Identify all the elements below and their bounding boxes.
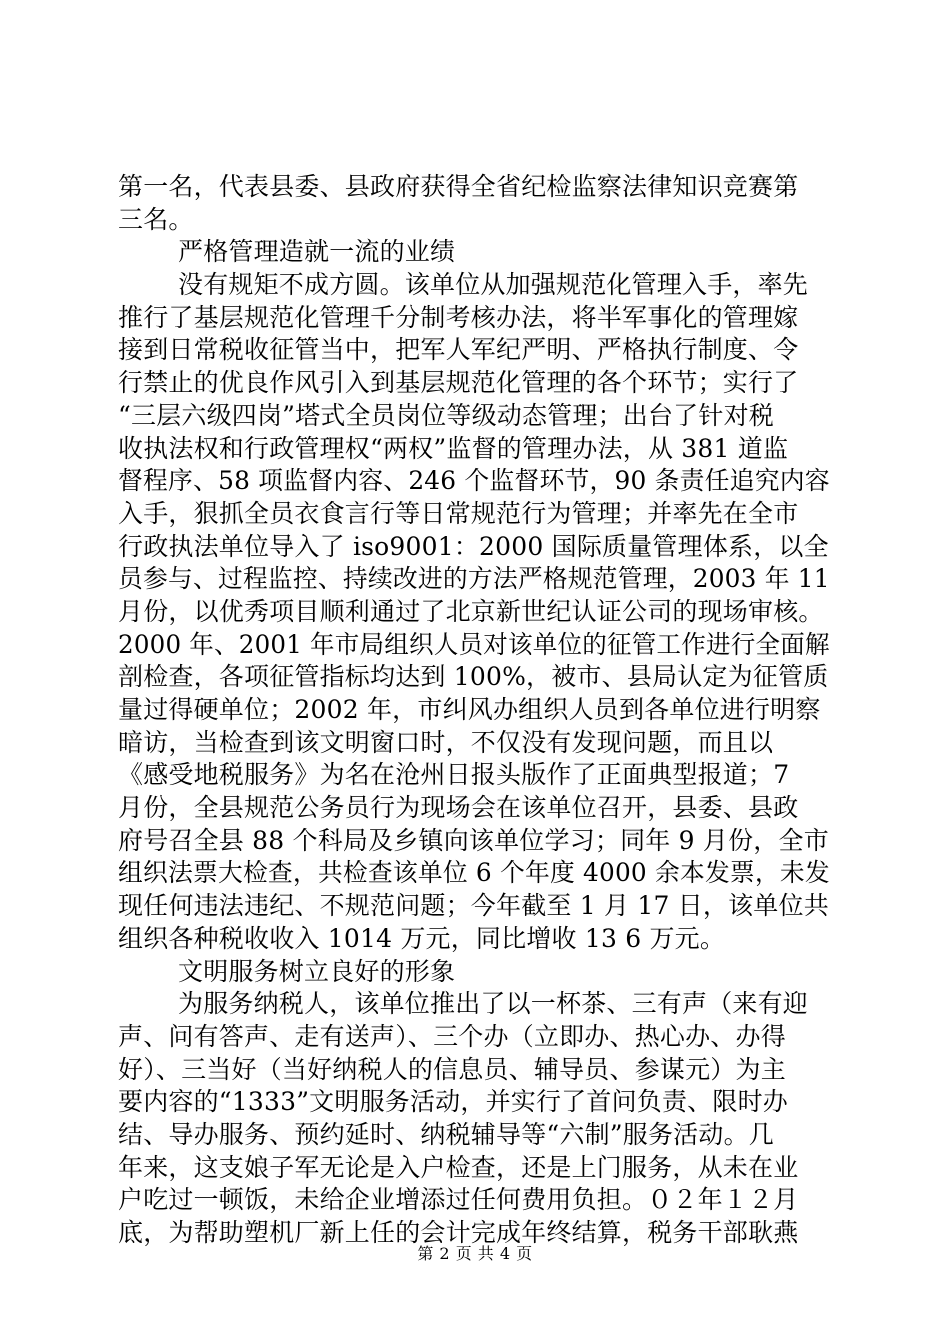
text-line: 月份，全县规范公务员行为现场会在该单位召开，县委、县政 [118,793,799,823]
page-footer: 第 2 页 共 4 页 [417,1244,533,1263]
text-line: 推行了基层规范化管理千分制考核办法，将半军事化的管理嫁 [118,302,799,332]
text-line: 量过得硬单位；2002 年，市纠风办组织人员到各单位进行明察 [118,695,821,724]
paragraph-first-line: 文明服务树立良好的形象 [178,956,456,986]
paragraph-first-line: 为服务纳税人，该单位推出了以一杯茶、三有声（来有迎 [178,989,809,1019]
text-line: 第一名，代表县委、县政府获得全省纪检监察法律知识竞赛第 [118,172,799,201]
text-line: 行禁止的优良作风引入到基层规范化管理的各个环节；实行了 [118,368,799,398]
text-line: 2000 年、2001 年市局组织人员对该单位的征管工作进行全面解 [118,629,830,659]
text-line: 组织法票大检查，共检查该单位 6 个年度 4000 余本发票，未发 [118,858,830,888]
text-line: “三层六级四岗”塔式全员岗位等级动态管理；出台了针对税 [118,400,774,430]
text-line: 府号召全县 88 个科局及乡镇向该单位学习；同年 9 月份，全市 [118,825,829,855]
text-line: 入手，狠抓全员衣食言行等日常规范行为管理；并率先在全市 [118,498,799,528]
text-line: 员参与、过程监控、持续改进的方法严格规范管理，2003 年 11 [118,564,830,594]
text-line: 要内容的“1333”文明服务活动，并实行了首问负责、限时办 [118,1087,788,1117]
text-line: 结、导办服务、预约延时、纳税辅导等“六制”服务活动。几 [118,1119,774,1149]
text-line: 年来，这支娘子军无论是入户检查，还是上门服务，从未在业 [118,1152,799,1182]
text-line: 户吃过一顿饭，未给企业增添过任何费用负担。０２年１２月 [118,1185,799,1215]
text-line: 底，为帮助塑机厂新上任的会计完成年终结算，税务干部耿燕 [118,1218,799,1247]
text-line: 收执法权和行政管理权“两权”监督的管理办法，从 381 道监 [118,433,789,463]
text-line: 现任何违法违纪、不规范问题；今年截至 1 月 17 日，该单位共 [118,891,829,921]
text-line: 《感受地税服务》为名在沧州日报头版作了正面典型报道；7 [118,760,790,790]
text-line: 组织各种税收收入 1014 万元，同比增收 13 6 万元。 [118,923,726,953]
text-line: 接到日常税收征管当中，把军人军纪严明、严格执行制度、令 [118,335,799,365]
text-line: 好）、三当好（当好纳税人的信息员、辅导员、参谋元）为主 [118,1054,786,1084]
paragraph-first-line: 严格管理造就一流的业绩 [178,237,456,267]
text-line: 行政执法单位导入了 iso9001：2000 国际质量管理体系，以全 [118,531,829,561]
text-line: 剖检查，各项征管指标均达到 100%，被市、县局认定为征管质 [118,662,829,692]
text-line: 督程序、58 项监督内容、246 个监督环节，90 条责任追究内容 [118,466,830,496]
text-line: 声、问有答声、走有送声）、三个办（立即办、热心办、办得 [118,1021,786,1051]
text-line: 月份，以优秀项目顺利通过了北京新世纪认证公司的现场审核。 [118,596,824,626]
document-body [118,171,830,1250]
paragraph-first-line: 没有规矩不成方圆。该单位从加强规范化管理入手，率先 [178,270,809,300]
text-line: 三名。 [118,204,194,234]
text-line: 暗访，当检查到该文明窗口时，不仅没有发现问题，而且以 [118,727,774,757]
